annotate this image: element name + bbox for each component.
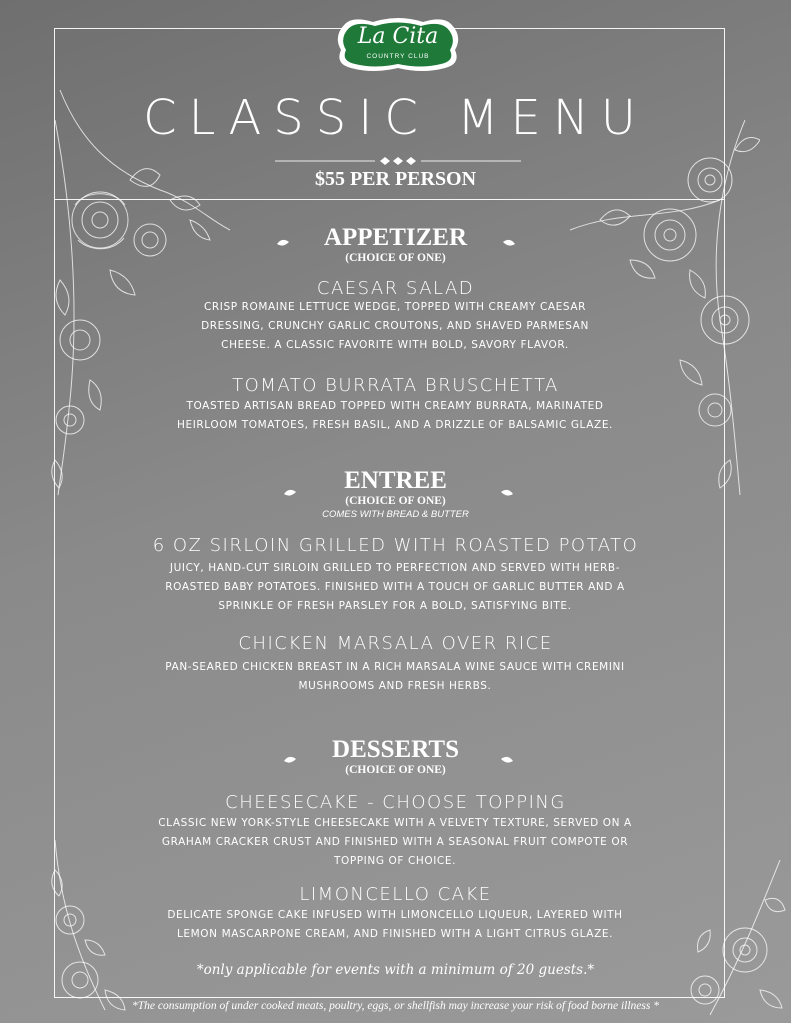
menu-item-description: CRISP ROMAINE LETTUCE WEDGE, TOPPED WITH CREAMY CAESAR DRESSING, CRUNCHY GARLIC CROUTONS, AND SHAVED PARMESAN CHEESE. A CLASSIC FAVORITE WITH BOLD, SAVORY FLAVOR. bbox=[201, 301, 589, 351]
section-title: APPETIZER bbox=[323, 224, 468, 251]
menu-item-description: CLASSIC NEW YORK-STYLE CHEESECAKE WITH A VELVETY TEXTURE, SERVED ON A GRAHAM CRACKER CRUST AND FINISHED WITH A SEASONAL FRUIT COMPOTE OR TOPPING OF CHOICE. bbox=[158, 817, 632, 867]
section-note: COMES WITH BREAD & BUTTER bbox=[322, 509, 469, 520]
section-title: ENTREE bbox=[344, 467, 447, 494]
section-subtitle: (CHOICE OF ONE) bbox=[345, 252, 446, 264]
food-safety-disclaimer: *The consumption of under cooked meats, poultry, eggs, or shellfish may increase your risk of food borne illness * bbox=[132, 1000, 659, 1012]
menu-item-description: DELICATE SPONGE CAKE INFUSED WITH LIMONCELLO LIQUEUR, LAYERED WITH LEMON MASCARPONE CREAM, AND FINISHED WITH A LIGHT CITRUS GLAZE. bbox=[167, 909, 623, 940]
menu-item-name: LIMONCELLO CAKE bbox=[299, 884, 492, 905]
menu-item-description: TOASTED ARTISAN BREAD TOPPED WITH CREAMY BURRATA, MARINATED HEIRLOOM TOMATOES, FRESH BASIL, AND A DRIZZLE OF BALSAMIC GLAZE. bbox=[176, 400, 613, 431]
menu-item-name: CAESAR SALAD bbox=[316, 278, 475, 299]
menu-item-name: CHEESECAKE - CHOOSE TOPPING bbox=[225, 792, 566, 813]
title-underline-ornament bbox=[275, 156, 521, 166]
entree-section-header bbox=[0, 467, 791, 521]
logo-subtitle: COUNTRY CLUB bbox=[366, 53, 430, 60]
la-cita-logo bbox=[333, 16, 463, 74]
section-subtitle: (CHOICE OF ONE) bbox=[345, 764, 446, 776]
section-subtitle: (CHOICE OF ONE) bbox=[345, 495, 446, 507]
menu-item-description: JUICY, HAND-CUT SIRLOIN GRILLED TO PERFECTION AND SERVED WITH HERB- ROASTED BABY POTATOES. FINISHED WITH A TOUCH OF GARLIC BUTTER AND A SPRINKLE OF FRESH PARSLEY FOR A BOLD, SATISFYING BITE. bbox=[165, 562, 625, 612]
menu-item-name: CHICKEN MARSALA OVER RICE bbox=[238, 633, 553, 654]
header-divider bbox=[54, 199, 725, 200]
desserts-section-header bbox=[0, 736, 791, 777]
section-title: DESSERTS bbox=[332, 736, 459, 763]
logo-name: La Cita bbox=[357, 24, 439, 49]
minimum-guests-footnote: *only applicable for events with a minimum of 20 guests.* bbox=[196, 962, 595, 978]
menu-item-name: 6 OZ SIRLOIN GRILLED WITH ROASTED POTATO bbox=[152, 535, 639, 556]
price-per-person: $55 PER PERSON bbox=[314, 168, 477, 190]
menu-item-name: TOMATO BURRATA BRUSCHETTA bbox=[232, 375, 559, 396]
menu-item-description: PAN-SEARED CHICKEN BREAST IN A RICH MARSALA WINE SAUCE WITH CREMINI MUSHROOMS AND FRESH HERBS. bbox=[165, 661, 625, 692]
page-title: CLASSIC MENU bbox=[143, 90, 648, 146]
appetizer-section-header bbox=[0, 224, 791, 265]
